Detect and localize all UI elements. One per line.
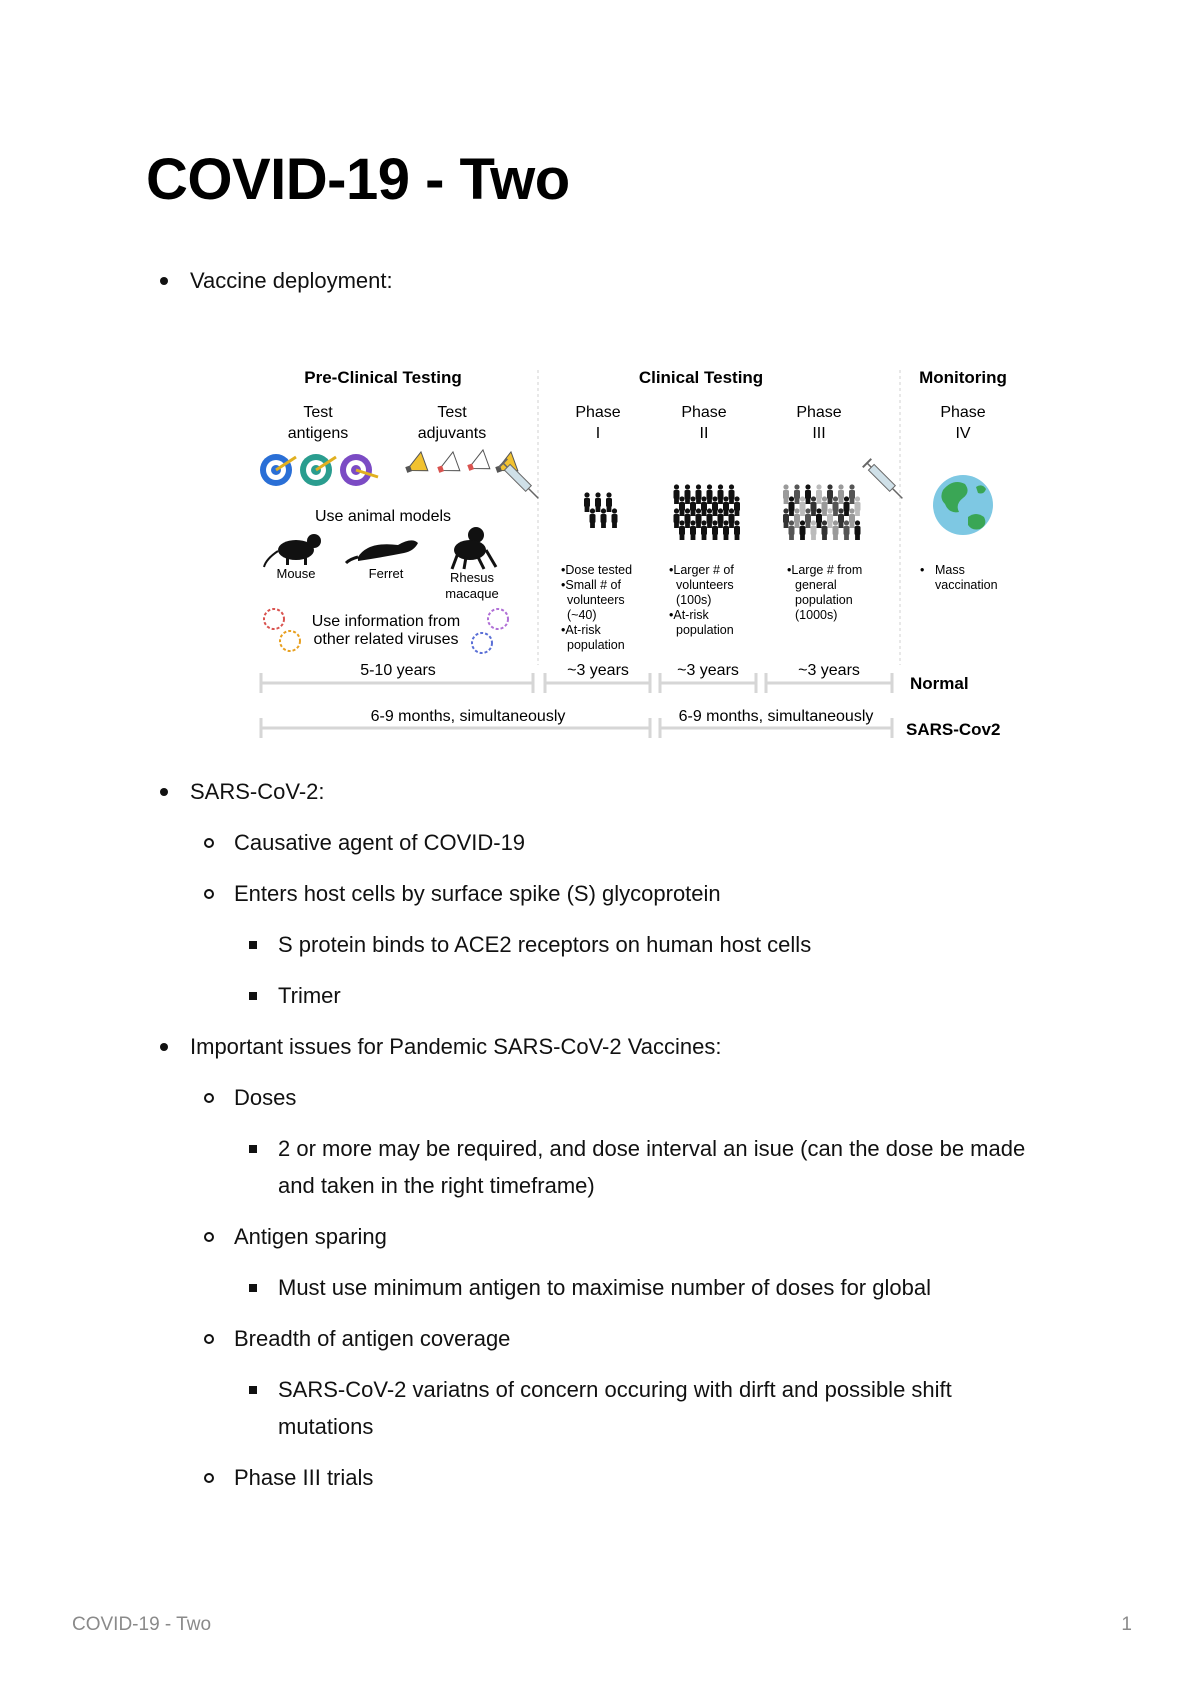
label-info-2: other related viruses (313, 631, 459, 648)
label-test-adjuvants-1: Test (437, 404, 467, 421)
label-phase-ii-num: II (699, 425, 709, 442)
note-line: Mass (935, 563, 965, 577)
list-item-important-issues: Important issues for Pandemic SARS-CoV-2 Vaccines: (146, 1028, 1046, 1065)
header-monitoring: Monitoring (919, 368, 1007, 387)
list-item-sparing-detail: Must use minimum antigen to maximise number of doses for global (146, 1269, 1046, 1306)
phase-ii-notes (669, 563, 734, 637)
timeline-diagram (208, 345, 1008, 745)
megaphone-icon (402, 452, 428, 478)
list-item-s-protein: S protein binds to ACE2 receptors on human host cells (146, 926, 1046, 963)
note-line: volunteers (567, 593, 625, 607)
label-rhesus-2: macaque (445, 586, 499, 601)
list-item-phase-iii-trials: Phase III trials (146, 1459, 1046, 1496)
target-purple-icon (340, 454, 378, 486)
document-body (146, 262, 1046, 1496)
label-test-antigens-1: Test (303, 404, 333, 421)
list-item-sars-cov-2: SARS-CoV-2: (146, 773, 1046, 810)
note-line: general (795, 578, 837, 592)
crowd-phase-ii-icon (674, 484, 741, 540)
phase-iii-notes (787, 563, 862, 622)
label-info-1: Use information from (311, 613, 461, 630)
target-blue-icon (260, 454, 296, 486)
label-6-9-months-2: 6-9 months, simultaneously (678, 708, 874, 725)
timeline-sars-cov2 (261, 708, 1000, 739)
target-icons (260, 454, 378, 486)
virus-icon (264, 609, 284, 629)
label-test-adjuvants-2: adjuvants (417, 425, 487, 442)
target-teal-icon (300, 454, 336, 486)
label-6-9-months-1: 6-9 months, simultaneously (370, 708, 566, 725)
note-line: (~40) (567, 608, 597, 622)
label-3-years-phase-iii: ~3 years (798, 662, 860, 679)
note-bullet: • (920, 563, 925, 577)
label-phase-i-num: I (595, 425, 601, 442)
note-line: volunteers (676, 578, 734, 592)
timeline-normal (261, 662, 969, 693)
note-line: population (676, 623, 734, 637)
label-test-antigens-2: antigens (287, 425, 349, 442)
label-phase-iii: Phase (796, 404, 842, 421)
virus-icon (280, 631, 300, 651)
ferret-icon (346, 540, 418, 563)
globe-icon (933, 475, 993, 535)
list-item-vaccine-deployment: Vaccine deployment: (146, 262, 1046, 299)
label-3-years-phase-i: ~3 years (567, 662, 629, 679)
note-line: •At-risk (669, 608, 709, 622)
label-phase-iii-num: III (812, 425, 826, 442)
list-item-breadth-detail: SARS-CoV-2 variatns of concern occuring with dirft and possible shift mutations (146, 1371, 1046, 1445)
header-clinical: Clinical Testing (638, 368, 764, 387)
megaphone-icon (464, 450, 490, 476)
list-item-trimer: Trimer (146, 977, 1046, 1014)
note-line: •At-risk (561, 623, 601, 637)
label-ferret: Ferret (368, 566, 404, 581)
label-animal-models: Use animal models (314, 508, 452, 525)
virus-icon (472, 633, 492, 653)
megaphone-icon (434, 452, 460, 478)
note-line: vaccination (935, 578, 998, 592)
phase-iv-notes (920, 563, 998, 592)
label-3-years-phase-ii: ~3 years (677, 662, 739, 679)
label-sars-cov2: SARS-Cov2 (906, 720, 1001, 739)
phase-i-notes (561, 563, 632, 652)
label-5-10-years: 5-10 years (360, 662, 436, 679)
header-preclinical: Pre-Clinical Testing (304, 368, 462, 387)
note-line: •Small # of (561, 578, 621, 592)
footer-page-number: 1 (1121, 1614, 1132, 1635)
vaccine-development-timeline-figure (208, 345, 1008, 745)
main-list (146, 773, 1046, 1496)
note-line: •Dose tested (561, 563, 633, 577)
list-item-causative: Causative agent of COVID-19 (146, 824, 1046, 861)
note-line: •Large # from (787, 563, 863, 577)
list-item-doses: Doses (146, 1079, 1046, 1116)
label-normal: Normal (910, 674, 969, 693)
note-line: (1000s) (795, 608, 838, 622)
list-item-doses-detail: 2 or more may be required, and dose interval an isue (can the dose be made and taken in the right timeframe) (146, 1130, 1046, 1204)
label-phase-i: Phase (575, 404, 621, 421)
list-item-antigen-sparing: Antigen sparing (146, 1218, 1046, 1255)
top-list (146, 262, 1046, 299)
label-mouse: Mouse (276, 566, 316, 581)
syringe-icon (499, 459, 543, 503)
rhesus-macaque-icon (452, 527, 496, 569)
label-phase-iv-num: IV (955, 425, 971, 442)
list-item-enters: Enters host cells by surface spike (S) glycoprotein (146, 875, 1046, 912)
note-line: (100s) (676, 593, 712, 607)
virus-icon (488, 609, 508, 629)
crowd-phase-i-icon (584, 492, 618, 528)
mouse-icon (264, 534, 321, 567)
list-item-breadth: Breadth of antigen coverage (146, 1320, 1046, 1357)
label-rhesus-1: Rhesus (449, 570, 495, 585)
note-line: population (795, 593, 853, 607)
note-line: •Larger # of (669, 563, 734, 577)
crowd-phase-iii-icon (783, 484, 861, 540)
label-phase-iv: Phase (940, 404, 986, 421)
footer-doc-title: COVID-19 - Two (72, 1614, 212, 1635)
note-line: population (567, 638, 625, 652)
label-phase-ii: Phase (681, 404, 727, 421)
megaphone-icons (402, 450, 518, 478)
page-title: COVID-19 - Two (146, 147, 570, 212)
